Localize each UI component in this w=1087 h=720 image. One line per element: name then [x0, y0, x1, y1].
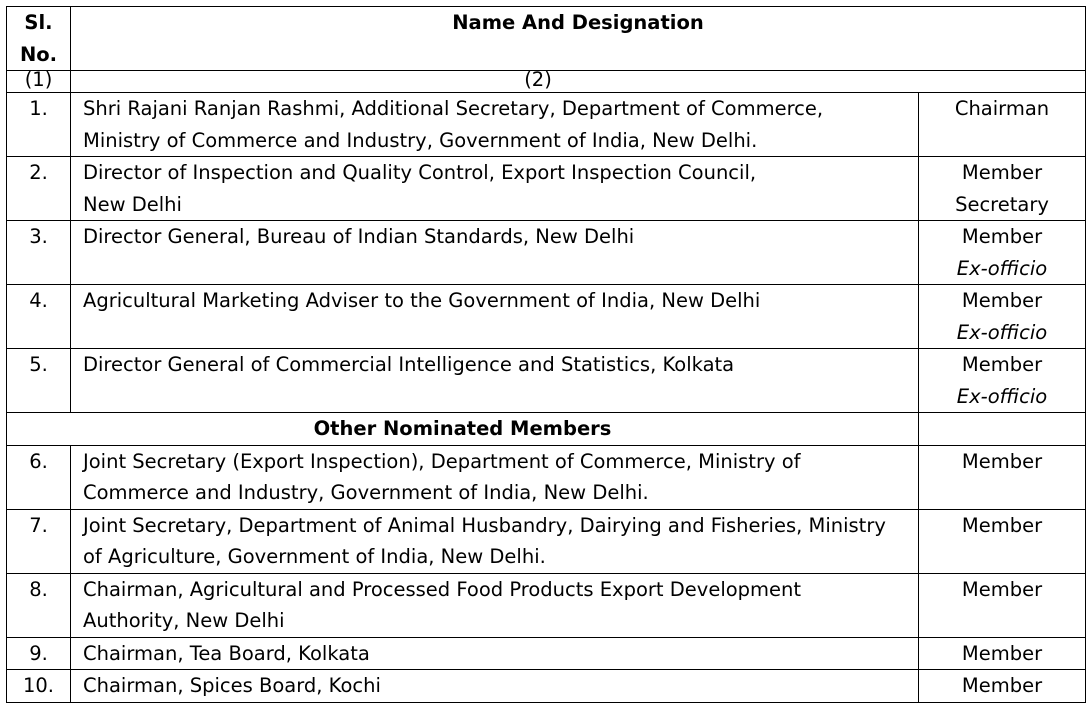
- row-number: 1.: [7, 93, 71, 157]
- name-line: Joint Secretary, Department of Animal Husbandry, Dairying and Fisheries, Ministry: [83, 513, 886, 537]
- row-role: [919, 221, 1086, 285]
- row-number: 6.: [7, 445, 71, 509]
- row-role: [919, 637, 1086, 670]
- table-row: [7, 93, 1086, 157]
- name-line: Chairman, Tea Board, Kolkata: [83, 641, 370, 665]
- name-line: Director General, Bureau of Indian Standards, New Delhi: [83, 225, 635, 248]
- row-name-designation: [71, 349, 919, 413]
- role-line: Secretary: [955, 192, 1049, 216]
- section-row: [7, 413, 1086, 446]
- name-designation-header: Name And Designation: [71, 7, 1086, 71]
- name-line: Chairman, Agricultural and Processed Food Products Export Development: [83, 577, 802, 601]
- table-row: [7, 221, 1086, 285]
- role-line-ex-officio: Ex-officio: [956, 256, 1048, 280]
- name-line: Commerce and Industry, Government of India, New Delhi.: [83, 481, 649, 504]
- row-name-designation: [71, 157, 919, 221]
- column-number-2: (2): [71, 71, 1086, 93]
- column-number-row: [7, 71, 1086, 93]
- section-title: Other Nominated Members: [7, 413, 919, 446]
- table-row: [7, 509, 1086, 573]
- row-name-designation: [71, 670, 919, 703]
- name-line: Chairman, Spices Board, Kochi: [83, 674, 381, 697]
- row-number: 5.: [7, 349, 71, 413]
- row-number: 3.: [7, 221, 71, 285]
- row-role: [919, 157, 1086, 221]
- row-number: 2.: [7, 157, 71, 221]
- sl-no-header: [7, 7, 71, 71]
- role-line: Member: [961, 641, 1043, 665]
- row-name-designation: [71, 509, 919, 573]
- name-line: Director of Inspection and Quality Control, Export Inspection Council,: [83, 161, 757, 184]
- row-number: 7.: [7, 509, 71, 573]
- table-row: [7, 349, 1086, 413]
- column-number-1: (1): [7, 71, 71, 93]
- role-line: Member: [961, 513, 1043, 537]
- name-line: of Agriculture, Government of India, New Delhi.: [83, 545, 546, 568]
- table-row: [7, 445, 1086, 509]
- sl-header-line2: No.: [19, 42, 58, 66]
- row-role: [919, 285, 1086, 349]
- row-role: [919, 573, 1086, 637]
- row-role: [919, 93, 1086, 157]
- role-line-ex-officio: Ex-officio: [956, 384, 1048, 408]
- sl-header-line1: Sl.: [24, 11, 53, 34]
- table-row: [7, 285, 1086, 349]
- table-row: [7, 573, 1086, 637]
- row-name-designation: [71, 637, 919, 670]
- name-line: Authority, New Delhi: [83, 609, 285, 632]
- role-line-ex-officio: Ex-officio: [956, 320, 1048, 344]
- row-name-designation: [71, 445, 919, 509]
- row-role: [919, 670, 1086, 703]
- name-line: New Delhi: [83, 192, 182, 216]
- row-number: 8.: [7, 573, 71, 637]
- row-role: [919, 445, 1086, 509]
- table-row: [7, 157, 1086, 221]
- members-table: [6, 6, 1086, 703]
- role-line: Member: [961, 353, 1043, 376]
- row-number: 10.: [7, 670, 71, 703]
- role-line: Member: [961, 289, 1043, 312]
- role-line: Member: [961, 577, 1043, 601]
- name-line: Agricultural Marketing Adviser to the Government of India, New Delhi: [83, 289, 761, 312]
- row-name-designation: [71, 93, 919, 157]
- row-role: [919, 349, 1086, 413]
- row-number: 4.: [7, 285, 71, 349]
- name-line: Joint Secretary (Export Inspection), Department of Commerce, Ministry of: [83, 449, 801, 473]
- role-line: Member: [961, 225, 1043, 248]
- role-line: Member: [961, 161, 1043, 184]
- row-number: 9.: [7, 637, 71, 670]
- row-name-designation: [71, 221, 919, 285]
- name-line: Director General of Commercial Intelligence and Statistics, Kolkata: [83, 353, 735, 376]
- table-row: [7, 670, 1086, 703]
- role-line: Chairman: [954, 97, 1050, 120]
- row-name-designation: [71, 285, 919, 349]
- header-row: [7, 7, 1086, 71]
- table-row: [7, 637, 1086, 670]
- role-line: Member: [961, 674, 1043, 697]
- section-empty-cell: [919, 413, 1086, 446]
- row-name-designation: [71, 573, 919, 637]
- name-line: Shri Rajani Ranjan Rashmi, Additional Secretary, Department of Commerce,: [83, 97, 824, 120]
- role-line: Member: [961, 449, 1043, 473]
- row-role: [919, 509, 1086, 573]
- name-line: Ministry of Commerce and Industry, Government of India, New Delhi.: [83, 128, 758, 152]
